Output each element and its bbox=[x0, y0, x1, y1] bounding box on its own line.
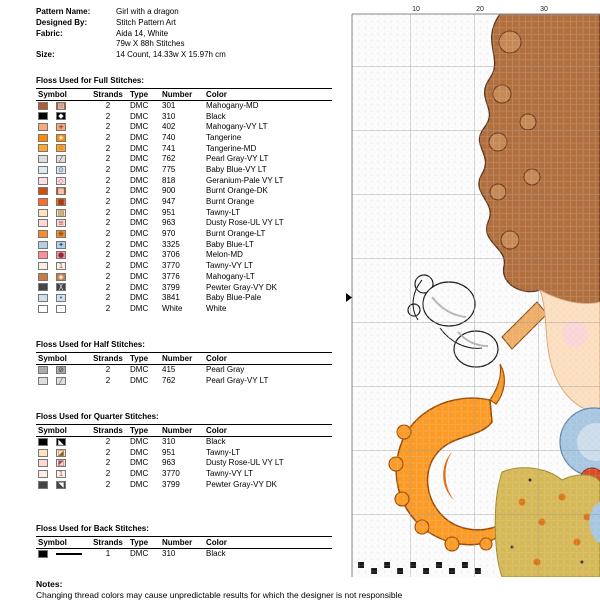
floss-color-name: Burnt Orange-DK bbox=[206, 186, 268, 196]
floss-symbol-cell bbox=[36, 154, 88, 165]
floss-color-name: Tawny-VY LT bbox=[206, 469, 253, 479]
floss-color-name: Black bbox=[206, 437, 226, 447]
floss-row bbox=[36, 261, 332, 272]
col-strands: Strands bbox=[88, 537, 128, 549]
floss-row bbox=[36, 469, 332, 480]
floss-strands: 2 bbox=[105, 175, 111, 185]
color-swatch bbox=[38, 102, 48, 110]
floss-strands: 2 bbox=[105, 101, 111, 111]
color-swatch bbox=[38, 470, 48, 478]
color-swatch bbox=[38, 305, 48, 313]
section-title: Floss Used for Back Stitches: bbox=[36, 524, 149, 534]
symbol-box-icon: ╳ bbox=[56, 283, 66, 291]
color-swatch bbox=[38, 219, 48, 227]
floss-type: DMC bbox=[130, 375, 149, 385]
pattern-info-row bbox=[36, 29, 338, 40]
color-swatch bbox=[38, 155, 48, 163]
floss-number: 3841 bbox=[162, 293, 180, 303]
floss-type: DMC bbox=[130, 293, 149, 303]
table-header-row bbox=[36, 537, 332, 549]
floss-row bbox=[36, 365, 332, 376]
floss-strands: 2 bbox=[105, 261, 111, 271]
color-swatch bbox=[38, 273, 48, 281]
floss-type: DMC bbox=[130, 365, 149, 375]
table-header-row bbox=[36, 353, 332, 365]
floss-row bbox=[36, 207, 332, 218]
floss-number: 762 bbox=[162, 154, 176, 164]
notes-text: Changing thread colors may cause unpredictable results for which the designer is not responsible bbox=[36, 589, 403, 600]
col-symbol: Symbol bbox=[36, 537, 88, 549]
color-swatch bbox=[38, 366, 48, 374]
floss-strands: 2 bbox=[105, 229, 111, 239]
color-swatch bbox=[38, 438, 48, 446]
color-swatch bbox=[38, 166, 48, 174]
floss-type: DMC bbox=[130, 250, 149, 260]
notes-title: Notes: bbox=[36, 579, 63, 589]
floss-row bbox=[36, 447, 332, 458]
floss-strands: 2 bbox=[105, 111, 111, 121]
floss-number: 963 bbox=[162, 218, 176, 228]
floss-color-name: Melon-MD bbox=[206, 250, 243, 260]
table-header-row bbox=[36, 425, 332, 437]
floss-color-name: Baby Blue-Pale bbox=[206, 293, 262, 303]
floss-row bbox=[36, 304, 332, 315]
floss-type: DMC bbox=[130, 229, 149, 239]
floss-strands: 2 bbox=[105, 154, 111, 164]
floss-type: DMC bbox=[130, 186, 149, 196]
floss-symbol-cell bbox=[36, 100, 88, 111]
color-swatch bbox=[38, 177, 48, 185]
floss-symbol-cell bbox=[36, 479, 88, 490]
floss-color-name: Mahogany-VY LT bbox=[206, 122, 268, 132]
floss-strands: 2 bbox=[105, 437, 111, 447]
floss-symbol-cell bbox=[36, 229, 88, 240]
symbol-box-icon: · bbox=[56, 305, 66, 313]
floss-row bbox=[36, 100, 332, 111]
floss-row bbox=[36, 437, 332, 448]
floss-row bbox=[36, 479, 332, 490]
color-swatch bbox=[38, 144, 48, 152]
floss-row bbox=[36, 154, 332, 165]
floss-type: DMC bbox=[130, 303, 149, 313]
floss-symbol-cell bbox=[36, 469, 88, 480]
floss-number: 415 bbox=[162, 365, 176, 375]
floss-strands: 2 bbox=[105, 375, 111, 385]
back-stitches-table bbox=[36, 536, 332, 559]
quarter-stitches-table bbox=[36, 424, 332, 490]
color-swatch bbox=[38, 262, 48, 270]
floss-number: 402 bbox=[162, 122, 176, 132]
floss-symbol-cell bbox=[36, 111, 88, 122]
color-swatch bbox=[38, 449, 48, 457]
color-swatch bbox=[38, 134, 48, 142]
floss-row bbox=[36, 133, 332, 144]
color-swatch bbox=[38, 459, 48, 467]
floss-symbol-cell bbox=[36, 143, 88, 154]
symbol-box-icon: ⊕ bbox=[56, 230, 66, 238]
section-back-stitches bbox=[36, 524, 338, 559]
ruler-number-30: 30 bbox=[540, 6, 548, 13]
floss-symbol-cell bbox=[36, 458, 88, 469]
ruler-number-10: 10 bbox=[412, 6, 420, 13]
floss-type: DMC bbox=[130, 437, 149, 447]
floss-type: DMC bbox=[130, 447, 149, 457]
floss-number: 963 bbox=[162, 458, 176, 468]
floss-color-name: Dusty Rose-UL VY LT bbox=[206, 218, 284, 228]
section-quarter-stitches bbox=[36, 412, 338, 490]
col-color: Color bbox=[204, 537, 332, 549]
floss-row bbox=[36, 165, 332, 176]
floss-symbol-cell bbox=[36, 447, 88, 458]
pattern-info-value: Aida 14, White bbox=[116, 28, 169, 38]
floss-type: DMC bbox=[130, 549, 149, 559]
symbol-box-icon: + bbox=[56, 123, 66, 131]
symbol-box-icon: ▦ bbox=[57, 197, 65, 206]
floss-row bbox=[36, 293, 332, 304]
pattern-info-label: Size: bbox=[36, 50, 55, 60]
floss-symbol-cell bbox=[36, 250, 88, 261]
pattern-info-row bbox=[36, 39, 338, 50]
symbol-box-icon: ╱ bbox=[56, 155, 66, 163]
floss-row bbox=[36, 250, 332, 261]
floss-strands: 2 bbox=[105, 207, 111, 217]
floss-symbol-cell bbox=[36, 293, 88, 304]
col-symbol: Symbol bbox=[36, 88, 88, 100]
floss-number: 3325 bbox=[162, 239, 180, 249]
color-swatch bbox=[38, 112, 48, 120]
floss-type: DMC bbox=[130, 261, 149, 271]
floss-symbol-cell bbox=[36, 207, 88, 218]
floss-row bbox=[36, 458, 332, 469]
floss-type: DMC bbox=[130, 143, 149, 153]
symbol-box-icon: ⊙ bbox=[56, 166, 66, 174]
floss-strands: 2 bbox=[105, 447, 111, 457]
col-type: Type bbox=[128, 425, 160, 437]
floss-row bbox=[36, 186, 332, 197]
floss-strands: 2 bbox=[105, 303, 111, 313]
pattern-info-row bbox=[36, 50, 338, 61]
floss-number: 900 bbox=[162, 186, 176, 196]
color-swatch bbox=[38, 209, 48, 217]
symbol-box-icon: ▤ bbox=[57, 208, 65, 217]
floss-strands: 1 bbox=[105, 549, 111, 559]
pattern-info bbox=[36, 7, 338, 61]
pattern-info-row bbox=[36, 18, 338, 29]
floss-row bbox=[36, 197, 332, 208]
symbol-box-icon: 1 bbox=[56, 262, 66, 270]
floss-strands: 2 bbox=[105, 186, 111, 196]
floss-symbol-cell bbox=[36, 271, 88, 282]
color-swatch bbox=[38, 251, 48, 259]
floss-number: 3799 bbox=[162, 479, 180, 489]
symbol-box-icon: ≡ bbox=[56, 219, 66, 227]
floss-symbol-cell bbox=[36, 437, 88, 448]
floss-row bbox=[36, 239, 332, 250]
floss-number: 3706 bbox=[162, 250, 180, 260]
symbol-box-icon: ◣ bbox=[56, 438, 66, 446]
floss-row bbox=[36, 271, 332, 282]
grid-major bbox=[352, 14, 600, 577]
pattern-key-column bbox=[36, 7, 338, 559]
stitch-chart-svg bbox=[346, 2, 600, 598]
symbol-box-icon: ◥ bbox=[56, 481, 66, 489]
floss-row bbox=[36, 229, 332, 240]
pattern-info-label: Designed By: bbox=[36, 17, 88, 27]
floss-number: 3799 bbox=[162, 282, 180, 292]
floss-strands: 2 bbox=[105, 271, 111, 281]
floss-color-name: Tawny-LT bbox=[206, 447, 241, 457]
color-swatch bbox=[38, 241, 48, 249]
floss-symbol-cell bbox=[36, 197, 88, 208]
symbol-box-icon: ◆ bbox=[56, 112, 66, 120]
pattern-info-row bbox=[36, 7, 338, 18]
floss-color-name: Tawny-VY LT bbox=[206, 261, 253, 271]
floss-symbol-cell bbox=[36, 165, 88, 176]
floss-color-name: Tawny-LT bbox=[206, 207, 241, 217]
floss-type: DMC bbox=[130, 101, 149, 111]
symbol-box-icon: ✦ bbox=[56, 241, 66, 249]
center-marker-icon bbox=[346, 293, 352, 302]
backstitch-line-icon bbox=[56, 553, 82, 555]
floss-symbol-cell bbox=[36, 122, 88, 133]
symbol-box-icon: ◈ bbox=[56, 273, 66, 281]
floss-type: DMC bbox=[130, 175, 149, 185]
col-strands: Strands bbox=[88, 353, 128, 365]
floss-strands: 2 bbox=[105, 197, 111, 207]
floss-color-name: Pewter Gray-VY DK bbox=[206, 479, 277, 489]
pattern-info-value: 14 Count, 14.33w X 15.97h cm bbox=[116, 50, 226, 60]
floss-type: DMC bbox=[130, 458, 149, 468]
floss-color-name: Tangerine-MD bbox=[206, 143, 257, 153]
col-symbol: Symbol bbox=[36, 353, 88, 365]
floss-symbol-cell bbox=[36, 218, 88, 229]
symbol-box-icon: ◩ bbox=[57, 459, 65, 468]
color-swatch bbox=[38, 198, 48, 206]
floss-color-name: Tangerine bbox=[206, 132, 242, 142]
floss-number: 301 bbox=[162, 101, 176, 111]
symbol-box-icon: ★ bbox=[57, 133, 65, 142]
floss-number: 310 bbox=[162, 549, 176, 559]
floss-type: DMC bbox=[130, 239, 149, 249]
floss-type: DMC bbox=[130, 271, 149, 281]
table-header-row bbox=[36, 88, 332, 100]
floss-row bbox=[36, 282, 332, 293]
floss-color-name: Pearl Gray-VY LT bbox=[206, 375, 269, 385]
floss-color-name: Mahogany-LT bbox=[206, 271, 255, 281]
floss-strands: 2 bbox=[105, 458, 111, 468]
symbol-box-icon: • bbox=[56, 294, 66, 302]
floss-type: DMC bbox=[130, 282, 149, 292]
floss-symbol-cell bbox=[36, 365, 88, 376]
floss-color-name: Baby Blue-LT bbox=[206, 239, 254, 249]
symbol-box-icon: ● bbox=[57, 251, 65, 260]
floss-type: DMC bbox=[130, 122, 149, 132]
floss-number: 762 bbox=[162, 375, 176, 385]
color-swatch bbox=[38, 187, 48, 195]
floss-row bbox=[36, 218, 332, 229]
floss-number: 3776 bbox=[162, 271, 180, 281]
floss-row bbox=[36, 175, 332, 186]
floss-color-name: Pewter Gray-VY DK bbox=[206, 282, 277, 292]
floss-symbol-cell bbox=[36, 186, 88, 197]
symbol-box-icon: ☆ bbox=[57, 144, 65, 153]
section-half-stitches bbox=[36, 340, 338, 386]
floss-color-name: Black bbox=[206, 549, 226, 559]
color-swatch bbox=[38, 481, 48, 489]
floss-number: 818 bbox=[162, 175, 176, 185]
symbol-box-icon: ◪ bbox=[57, 448, 65, 457]
floss-type: DMC bbox=[130, 197, 149, 207]
floss-number: 310 bbox=[162, 111, 176, 121]
pattern-info-label bbox=[36, 39, 116, 50]
floss-strands: 2 bbox=[105, 250, 111, 260]
floss-color-name: Baby Blue-VY LT bbox=[206, 164, 267, 174]
floss-number: 951 bbox=[162, 207, 176, 217]
floss-row bbox=[36, 375, 332, 386]
floss-type: DMC bbox=[130, 218, 149, 228]
color-swatch bbox=[38, 377, 48, 385]
floss-symbol-cell bbox=[36, 175, 88, 186]
floss-symbol-cell bbox=[36, 133, 88, 144]
floss-strands: 2 bbox=[105, 218, 111, 228]
col-type: Type bbox=[128, 353, 160, 365]
pattern-info-value: 79w X 88h Stitches bbox=[116, 39, 185, 49]
floss-strands: 2 bbox=[105, 164, 111, 174]
floss-number: 970 bbox=[162, 229, 176, 239]
floss-color-name: Pearl Gray bbox=[206, 365, 245, 375]
floss-color-name: White bbox=[206, 303, 227, 313]
pattern-info-value: Stitch Pattern Art bbox=[116, 17, 177, 27]
col-number: Number bbox=[160, 353, 204, 365]
floss-symbol-cell bbox=[36, 375, 88, 386]
floss-type: DMC bbox=[130, 132, 149, 142]
section-title: Floss Used for Full Stitches: bbox=[36, 75, 145, 85]
color-swatch bbox=[38, 294, 48, 302]
floss-type: DMC bbox=[130, 164, 149, 174]
floss-number: 775 bbox=[162, 164, 176, 174]
col-number: Number bbox=[160, 537, 204, 549]
floss-strands: 2 bbox=[105, 132, 111, 142]
col-number: Number bbox=[160, 425, 204, 437]
floss-number: 3770 bbox=[162, 469, 180, 479]
stitch-chart bbox=[346, 2, 600, 598]
floss-number: 740 bbox=[162, 132, 176, 142]
floss-type: DMC bbox=[130, 111, 149, 121]
floss-type: DMC bbox=[130, 154, 149, 164]
floss-number: 310 bbox=[162, 437, 176, 447]
color-swatch bbox=[38, 230, 48, 238]
floss-strands: 2 bbox=[105, 293, 111, 303]
floss-strands: 2 bbox=[105, 282, 111, 292]
col-type: Type bbox=[128, 88, 160, 100]
floss-color-name: Black bbox=[206, 111, 226, 121]
floss-strands: 2 bbox=[105, 122, 111, 132]
floss-color-name: Dusty Rose-UL VY LT bbox=[206, 458, 284, 468]
symbol-box-icon: ▨ bbox=[57, 101, 65, 110]
floss-strands: 2 bbox=[105, 365, 111, 375]
floss-symbol-cell bbox=[36, 304, 88, 315]
half-stitches-table bbox=[36, 352, 332, 386]
floss-symbol-cell bbox=[36, 282, 88, 293]
floss-row bbox=[36, 143, 332, 154]
floss-number: 3770 bbox=[162, 261, 180, 271]
floss-strands: 2 bbox=[105, 469, 111, 479]
section-full-stitches bbox=[36, 76, 338, 314]
pattern-info-label: Fabric: bbox=[36, 28, 63, 38]
col-color: Color bbox=[204, 353, 332, 365]
floss-strands: 2 bbox=[105, 143, 111, 153]
floss-number: 741 bbox=[162, 143, 176, 153]
floss-symbol-cell bbox=[36, 549, 88, 560]
col-strands: Strands bbox=[88, 88, 128, 100]
symbol-box-icon: ▩ bbox=[57, 187, 65, 196]
col-symbol: Symbol bbox=[36, 425, 88, 437]
col-type: Type bbox=[128, 537, 160, 549]
floss-symbol-cell bbox=[36, 261, 88, 272]
floss-type: DMC bbox=[130, 207, 149, 217]
color-swatch bbox=[38, 123, 48, 131]
floss-number: White bbox=[162, 303, 183, 313]
floss-color-name: Burnt Orange bbox=[206, 197, 255, 207]
col-color: Color bbox=[204, 88, 332, 100]
floss-type: DMC bbox=[130, 469, 149, 479]
pattern-info-value: Girl with a dragon bbox=[116, 7, 179, 16]
floss-row bbox=[36, 111, 332, 122]
col-number: Number bbox=[160, 88, 204, 100]
symbol-box-icon: 1 bbox=[56, 470, 66, 478]
floss-color-name: Pearl Gray-VY LT bbox=[206, 154, 269, 164]
symbol-box-icon: ◇ bbox=[56, 177, 66, 185]
floss-row bbox=[36, 549, 332, 560]
floss-type: DMC bbox=[130, 479, 149, 489]
floss-color-name: Geranium-Pale VY LT bbox=[206, 175, 284, 185]
ruler-number-20: 20 bbox=[476, 6, 484, 13]
color-swatch bbox=[38, 550, 48, 558]
floss-row bbox=[36, 122, 332, 133]
floss-color-name: Burnt Orange-LT bbox=[206, 229, 266, 239]
section-title: Floss Used for Quarter Stitches: bbox=[36, 412, 159, 422]
floss-strands: 2 bbox=[105, 479, 111, 489]
floss-number: 951 bbox=[162, 447, 176, 457]
pattern-info-label: Pattern Name: bbox=[36, 7, 91, 16]
color-swatch bbox=[38, 283, 48, 291]
floss-number: 947 bbox=[162, 197, 176, 207]
symbol-box-icon: ⊘ bbox=[56, 366, 66, 374]
col-color: Color bbox=[204, 425, 332, 437]
full-stitches-table bbox=[36, 88, 332, 314]
symbol-box-icon: ╱ bbox=[56, 377, 66, 385]
floss-color-name: Mahogany-MD bbox=[206, 101, 259, 111]
floss-strands: 2 bbox=[105, 239, 111, 249]
section-title: Floss Used for Half Stitches: bbox=[36, 340, 145, 350]
col-strands: Strands bbox=[88, 425, 128, 437]
floss-symbol-cell bbox=[36, 239, 88, 250]
